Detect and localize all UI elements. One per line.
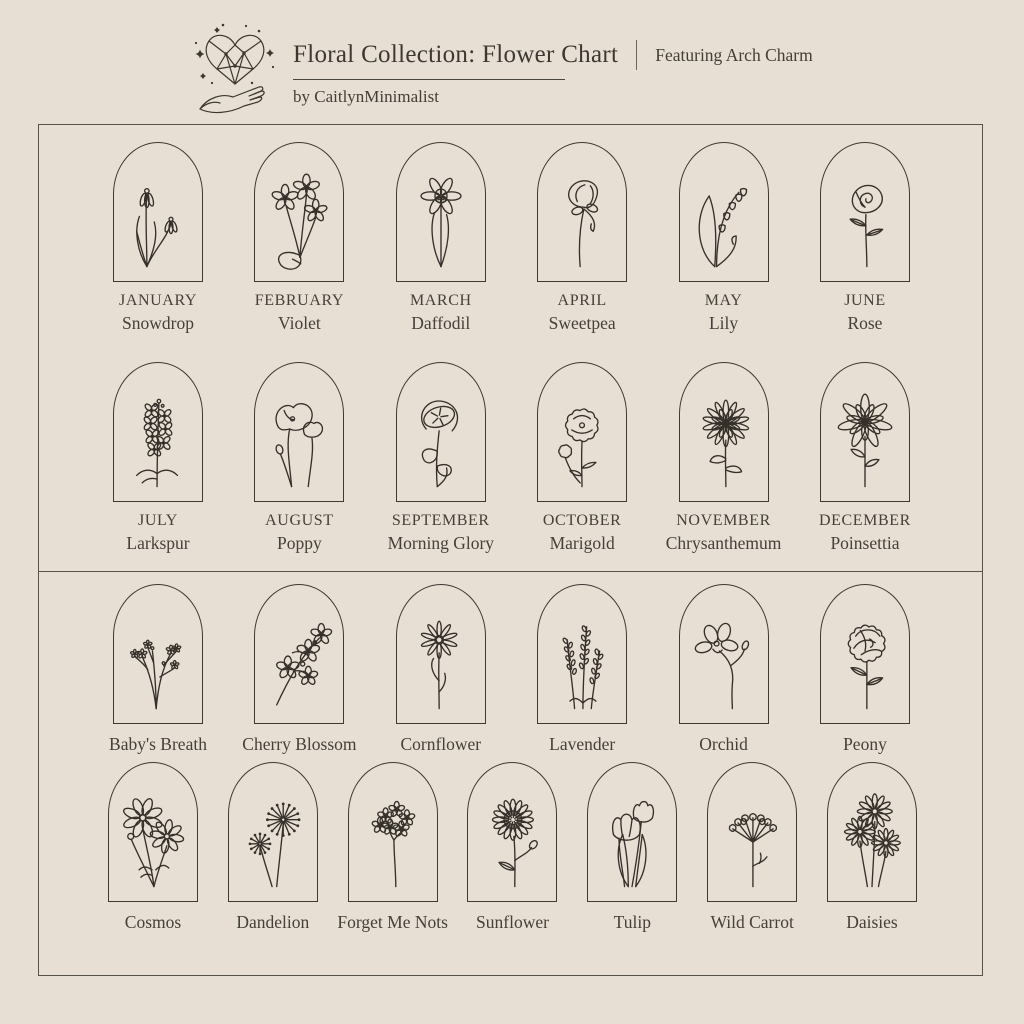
arch-charm-frame xyxy=(113,362,203,502)
daisies-icon xyxy=(833,790,911,894)
flower-name-label: Wild Carrot xyxy=(710,912,794,932)
arch-charm-frame xyxy=(396,362,486,502)
month-label: JANUARY xyxy=(119,292,197,309)
flower-cell-rose xyxy=(817,142,913,334)
flower-cell-poppy xyxy=(251,362,347,554)
chrysanthemum-icon xyxy=(685,390,763,494)
arch-charm-frame xyxy=(467,762,557,902)
babys-breath-icon xyxy=(119,612,197,716)
flower-cell-forget-me-nots xyxy=(337,762,448,933)
arch-charm-frame xyxy=(679,362,769,502)
month-label: SEPTEMBER xyxy=(391,512,490,529)
flower-cell-snowdrop xyxy=(110,142,206,334)
month-label: AUGUST xyxy=(265,512,334,529)
flower-name-label: Orchid xyxy=(699,734,748,754)
flower-name-label: Cosmos xyxy=(124,912,182,932)
flower-name-label: Sweetpea xyxy=(548,313,616,333)
flower-cell-morning-glory xyxy=(387,362,495,554)
flower-cell-marigold xyxy=(534,362,630,554)
flower-name-label: Poinsettia xyxy=(830,533,900,553)
month-label: APRIL xyxy=(557,292,607,309)
arch-charm-frame xyxy=(587,762,677,902)
months-row-1 xyxy=(39,142,982,334)
flower-cell-violet xyxy=(251,142,347,334)
arch-charm-frame xyxy=(537,584,627,724)
flowers-row-1 xyxy=(39,584,982,755)
flower-cell-daffodil xyxy=(393,142,489,334)
flower-name-label: Violet xyxy=(278,313,321,333)
flower-cell-cosmos xyxy=(105,762,201,933)
flower-cell-larkspur xyxy=(110,362,206,554)
arch-charm-frame xyxy=(254,142,344,282)
cherry-blossom-icon xyxy=(260,612,338,716)
flower-name-label: Snowdrop xyxy=(122,313,194,333)
cornflower-icon xyxy=(402,612,480,716)
flower-name-label: Marigold xyxy=(549,533,615,553)
arch-charm-frame xyxy=(820,142,910,282)
month-label: OCTOBER xyxy=(542,512,622,529)
morning-glory-icon xyxy=(402,390,480,494)
flower-cell-dandelion xyxy=(225,762,321,933)
cosmos-icon xyxy=(114,790,192,894)
arch-charm-frame xyxy=(707,762,797,902)
flower-name-label: Poppy xyxy=(277,533,322,553)
month-label: MARCH xyxy=(409,292,472,309)
flower-name-label: Daffodil xyxy=(411,313,471,333)
arch-charm-frame xyxy=(827,762,917,902)
lavender-icon xyxy=(543,612,621,716)
poinsettia-icon xyxy=(826,390,904,494)
arch-charm-frame xyxy=(228,762,318,902)
flower-cell-cornflower xyxy=(393,584,489,755)
tulip-icon xyxy=(593,790,671,894)
flower-name-label: Larkspur xyxy=(126,533,190,553)
flower-cell-sunflower xyxy=(464,762,560,933)
lily-icon xyxy=(685,170,763,274)
flower-name-label: Rose xyxy=(847,313,883,333)
page-title: Floral Collection: Flower Chart xyxy=(293,41,619,68)
flower-cell-wild-carrot xyxy=(704,762,800,933)
daffodil-icon xyxy=(402,170,480,274)
flower-name-label: Cherry Blossom xyxy=(242,734,357,754)
flower-name-label: Chrysanthemum xyxy=(665,533,782,553)
month-label: DECEMBER xyxy=(818,512,911,529)
flower-name-label: Daisies xyxy=(846,912,898,932)
arch-charm-frame xyxy=(820,584,910,724)
arch-charm-frame xyxy=(537,362,627,502)
flower-name-label: Cornflower xyxy=(400,734,482,754)
flower-cell-orchid xyxy=(676,584,772,755)
arch-charm-frame xyxy=(348,762,438,902)
flower-name-label: Lily xyxy=(708,313,739,333)
arch-charm-frame xyxy=(396,142,486,282)
flowers-row-2 xyxy=(39,762,982,933)
sunflower-icon xyxy=(473,790,551,894)
months-row-2 xyxy=(39,362,982,554)
arch-charm-frame xyxy=(679,584,769,724)
larkspur-icon xyxy=(119,390,197,494)
flower-name-label: Peony xyxy=(843,734,887,754)
flower-cell-lavender xyxy=(534,584,630,755)
arch-charm-frame xyxy=(113,142,203,282)
rose-icon xyxy=(826,170,904,274)
arch-charm-frame xyxy=(679,142,769,282)
arch-charm-frame xyxy=(113,584,203,724)
flower-cell-chrysanthemum xyxy=(665,362,782,554)
flower-name-label: Baby's Breath xyxy=(109,734,207,754)
wild-carrot-icon xyxy=(713,790,791,894)
snowdrop-icon xyxy=(119,170,197,274)
heart-in-hand-logo-icon xyxy=(190,20,280,120)
arch-charm-frame xyxy=(254,362,344,502)
sweetpea-icon xyxy=(543,170,621,274)
arch-charm-frame xyxy=(820,362,910,502)
month-label: FEBRUARY xyxy=(254,292,345,309)
peony-icon xyxy=(826,612,904,716)
section-divider xyxy=(39,571,982,572)
flower-name-label: Forget Me Nots xyxy=(337,912,448,932)
arch-charm-frame xyxy=(254,584,344,724)
byline: by CaitlynMinimalist xyxy=(293,87,439,106)
dandelion-icon xyxy=(234,790,312,894)
flower-cell-daisies xyxy=(824,762,920,933)
month-label: NOVEMBER xyxy=(676,512,771,529)
month-label: MAY xyxy=(704,292,743,309)
chart-frame xyxy=(38,124,983,976)
heart-in-hand-logo xyxy=(190,20,280,120)
flower-name-label: Tulip xyxy=(613,912,651,932)
header-vertical-divider xyxy=(636,40,637,70)
title-underline xyxy=(293,79,565,80)
title-block xyxy=(293,40,813,107)
flower-name-label: Morning Glory xyxy=(387,533,495,553)
flower-cell-poinsettia xyxy=(817,362,913,554)
arch-charm-frame xyxy=(537,142,627,282)
forget-me-nots-icon xyxy=(354,790,432,894)
orchid-icon xyxy=(685,612,763,716)
poppy-icon xyxy=(260,390,338,494)
flower-cell-baby-s-breath xyxy=(110,584,206,755)
marigold-icon xyxy=(543,390,621,494)
month-label: JULY xyxy=(138,512,178,529)
flower-cell-lily xyxy=(676,142,772,334)
flower-cell-cherry-blossom xyxy=(242,584,357,755)
flower-name-label: Sunflower xyxy=(476,912,549,932)
flower-cell-peony xyxy=(817,584,913,755)
flower-cell-tulip xyxy=(584,762,680,933)
header-subtitle: Featuring Arch Charm xyxy=(655,44,813,65)
arch-charm-frame xyxy=(396,584,486,724)
flower-name-label: Dandelion xyxy=(236,912,310,932)
arch-charm-frame xyxy=(108,762,198,902)
flower-cell-sweetpea xyxy=(534,142,630,334)
month-label: JUNE xyxy=(844,292,886,309)
violet-icon xyxy=(260,170,338,274)
flower-name-label: Lavender xyxy=(549,734,616,754)
